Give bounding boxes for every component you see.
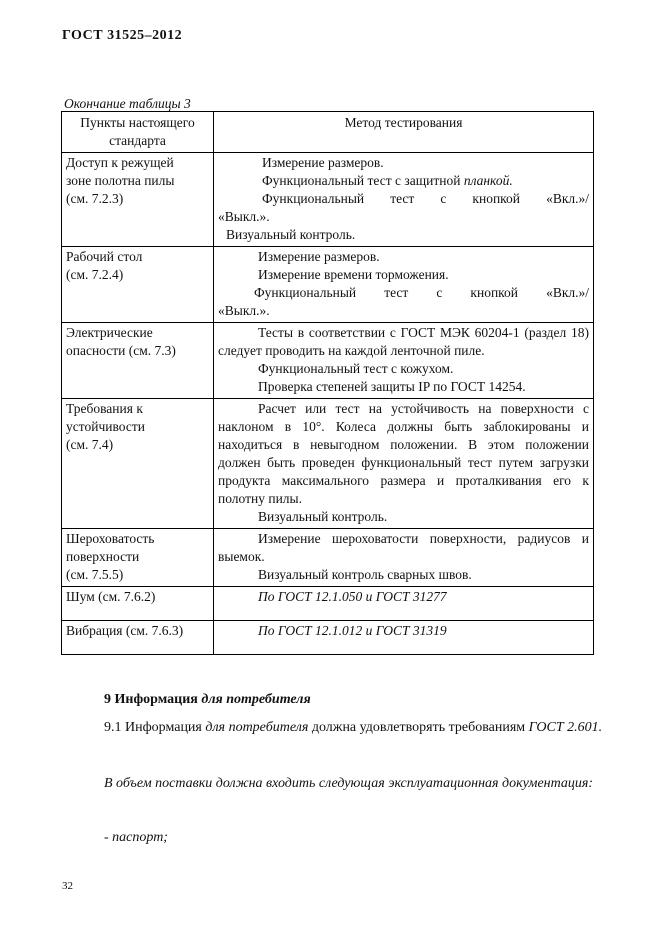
clause-line: Вибрация (см. 7.6.3) xyxy=(66,623,184,638)
paragraph-text: 9.1 Информация xyxy=(104,720,202,735)
method-line: Визуальный контроль. xyxy=(226,227,356,242)
clause-line: Шероховатость xyxy=(66,531,155,546)
table-row xyxy=(62,529,594,587)
paragraph-delivery: В объем поставки должна входить следующая эксплуатационная документация: xyxy=(104,776,594,791)
method-cell xyxy=(214,323,594,399)
table-row xyxy=(62,399,594,529)
page-number: 32 xyxy=(62,880,73,892)
clause-line: устойчивости xyxy=(66,419,145,434)
method-text: Функциональный тест с защитной xyxy=(262,173,461,188)
method-line: «Выкл.». xyxy=(218,303,270,318)
method-cell xyxy=(214,587,594,621)
clause-line: Требования к xyxy=(66,401,143,416)
method-line: «Выкл.». xyxy=(218,209,270,224)
method-line: Измерение времени торможения. xyxy=(258,267,449,282)
list-item-passport: - паспорт; xyxy=(104,830,168,845)
paragraph-text: должна удовлетворять требованиям xyxy=(311,720,526,735)
section-title-italic: для потребителя xyxy=(201,692,311,707)
method-line: Измерение размеров. xyxy=(258,249,380,264)
clause-line: опасности (см. 7.3) xyxy=(66,343,176,358)
method-text-italic: планкой. xyxy=(463,173,513,188)
table-row xyxy=(62,323,594,399)
method-line: Измерение размеров. xyxy=(262,155,384,170)
method-cell xyxy=(214,247,594,323)
table-header-row xyxy=(62,112,594,153)
table-row xyxy=(62,247,594,323)
document-header: ГОСТ 31525–2012 xyxy=(62,28,183,43)
paragraph-text-italic: ГОСТ 2.601. xyxy=(528,720,603,735)
method-line: По ГОСТ 12.1.050 и ГОСТ 31277 xyxy=(258,589,447,604)
clause-line: Шум (см. 7.6.2) xyxy=(66,589,156,604)
method-line: Функциональный тест с кнопкой «Вкл.»/ xyxy=(254,285,589,300)
paragraph-text-italic: для потребителя xyxy=(205,720,309,735)
table-row xyxy=(62,587,594,621)
method-line: Функциональный тест с кнопкой «Вкл.»/ xyxy=(262,191,589,206)
clause-line: зоне полотна пилы xyxy=(66,173,175,188)
method-cell xyxy=(214,529,594,587)
clause-line: Рабочий стол xyxy=(66,249,143,264)
method-line: Проверка степеней защиты IP по ГОСТ 14254. xyxy=(258,379,526,394)
table-row xyxy=(62,153,594,247)
clause-line: (см. 7.2.3) xyxy=(66,191,124,206)
method-line: По ГОСТ 12.1.012 и ГОСТ 31319 xyxy=(258,623,447,638)
test-methods-table xyxy=(61,111,594,655)
clause-line: (см. 7.5.5) xyxy=(66,567,124,582)
section-title-bold: 9 Информация xyxy=(104,692,198,707)
method-line: Измерение шероховатости поверхности, радиусов и выемок. xyxy=(218,531,589,564)
method-cell xyxy=(214,399,594,529)
method-line: Тесты в соответствии с ГОСТ МЭК 60204-1 (раздел 18) следует проводить на каждой ленточной пиле. xyxy=(218,325,589,358)
method-line: Функциональный тест с кожухом. xyxy=(258,361,454,376)
clause-cell xyxy=(62,587,214,621)
clause-line: поверхности xyxy=(66,549,140,564)
clause-cell xyxy=(62,153,214,247)
clause-line: (см. 7.4) xyxy=(66,437,114,452)
clause-cell xyxy=(62,529,214,587)
column-header-method: Метод тестирования xyxy=(214,112,594,153)
method-line: Расчет или тест на устойчивость на поверхности с наклоном в 10°. Колеса должны быть заблокированы и находиться в невыгодном положении. В этом положении должен быть проведен функциональный тест путем загрузки продукта максимального размера и проталкивания его к полотну пилы. xyxy=(218,401,589,506)
table-caption: Окончание таблицы 3 xyxy=(64,96,191,111)
clause-cell xyxy=(62,399,214,529)
section-title xyxy=(104,692,311,708)
clause-cell xyxy=(62,621,214,655)
column-header-clauses: Пункты настоящего стандарта xyxy=(62,112,214,153)
clause-line: Электрические xyxy=(66,325,153,340)
method-cell xyxy=(214,153,594,247)
clause-cell xyxy=(62,247,214,323)
method-line: Визуальный контроль сварных швов. xyxy=(258,567,472,582)
clause-line: (см. 7.2.4) xyxy=(66,267,124,282)
clause-cell xyxy=(62,323,214,399)
method-cell xyxy=(214,621,594,655)
clause-line: Доступ к режущей xyxy=(66,155,174,170)
table-row xyxy=(62,621,594,655)
method-line xyxy=(218,172,589,190)
paragraph-9-1 xyxy=(62,716,616,740)
method-line: Визуальный контроль. xyxy=(258,509,388,524)
